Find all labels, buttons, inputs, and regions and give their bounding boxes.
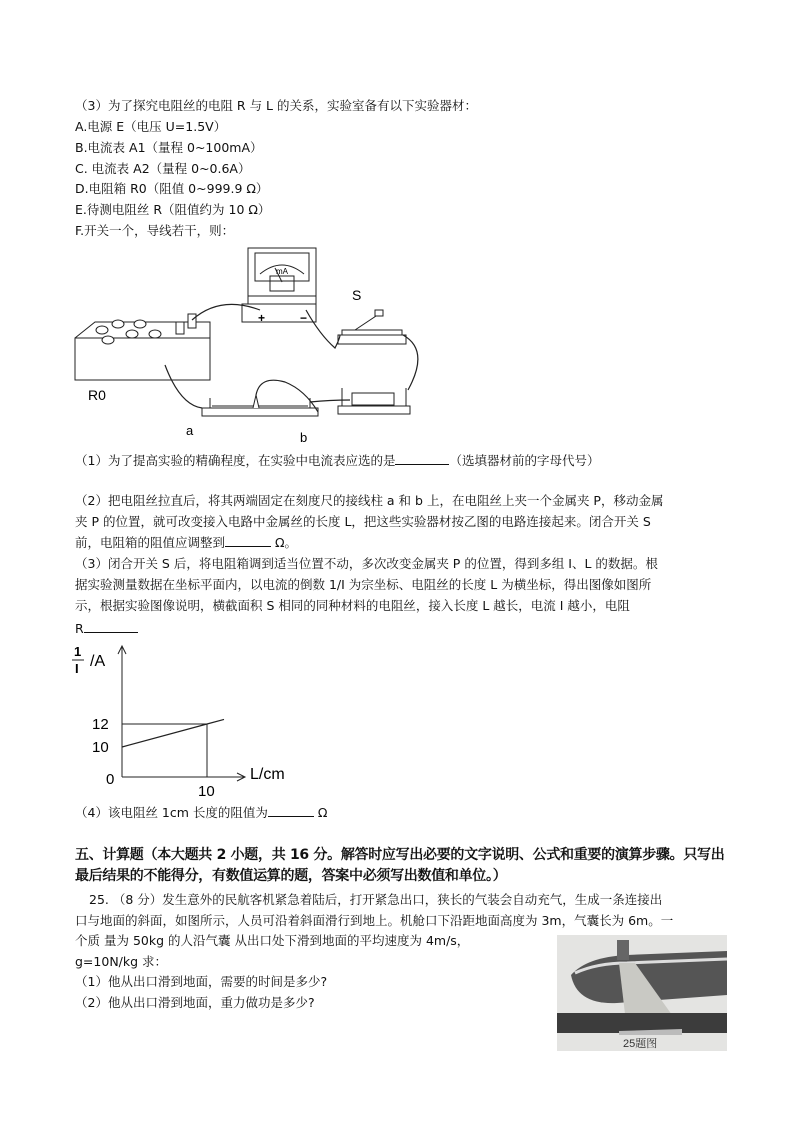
- minus-terminal-label: −: [300, 311, 308, 325]
- equipment-a: A.电源 E（电压 U=1.5V）: [75, 119, 227, 134]
- sub1-text: （1）为了提高实验的精确程度，在实验中电流表应选的是: [75, 453, 396, 468]
- equipment-c: C. 电流表 A2（量程 0~0.6A）: [75, 161, 251, 176]
- sub1-tail: （选填器材前的字母代号）: [449, 453, 600, 468]
- q25-sub1: （1）他从出口滑到地面，需要的时间是多少?: [75, 974, 328, 989]
- sub2-line2: 夹 P 的位置，就可改变接入电路中金属丝的长度 L，把这些实验器材按乙图的电路连接起来。闭合开关 S: [75, 514, 651, 529]
- equipment-b: B.电流表 A1（量程 0~100mA）: [75, 140, 263, 155]
- inverse-current-length-graph: [70, 642, 310, 802]
- a-label: a: [186, 423, 194, 438]
- answer-blank-1[interactable]: [395, 452, 449, 465]
- ruler-with-wire: [202, 395, 318, 416]
- photo-caption: 25题图: [623, 1038, 658, 1050]
- y-tick-label: 10: [92, 739, 109, 756]
- equipment-e: E.待测电阻丝 R（阻值约为 10 Ω）: [75, 202, 271, 217]
- x-axis-label: L/cm: [250, 766, 285, 783]
- meter-unit-label: mA: [276, 267, 288, 276]
- battery: [338, 388, 410, 414]
- q25-line1: 25. （8 分）发生意外的民航客机紧急着陆后，打开紧急出口，狭长的气装会自动充气，生成一条连接出: [89, 892, 663, 907]
- y-label-denominator: I: [75, 661, 79, 676]
- sub3-line2: 据实验测量数据在坐标平面内，以电流的倒数 1/I 为宗坐标、电阻丝的长度 L 为横坐标，得出图像如图所: [75, 577, 652, 592]
- circuit-diagram: [70, 240, 430, 445]
- y-label-unit: /A: [90, 653, 106, 670]
- section-heading-line1: 五、计算题（本大题共 2 小题，共 16 分。解答时应写出必要的文字说明、公式和重要的演算步骤。只写出: [75, 847, 725, 863]
- equipment-d: D.电阻箱 R0（阻值 0~999.9 Ω）: [75, 181, 269, 196]
- answer-blank-3[interactable]: [84, 620, 138, 633]
- x-tick-label: 10: [198, 783, 215, 800]
- equipment-f: F.开关一个，导线若干，则：: [75, 223, 235, 238]
- airplane-slide-photo: [557, 935, 727, 1051]
- r0-label: R0: [88, 387, 106, 403]
- sub2-tail: Ω。: [271, 535, 298, 550]
- b-label: b: [300, 430, 308, 445]
- q25-line2: 口与地面的斜面，如图所示，人员可沿着斜面滑行到地上。机舱口下沿距地面高度为 3m，气囊长为 6m。一: [75, 913, 674, 928]
- sub4-text: （4）该电阻丝 1cm 长度的阻值为: [75, 805, 268, 820]
- q25-line3: 个质 量为 50kg 的人沿气囊 从出口处下滑到地面的平均速度为 4m/s，: [75, 933, 470, 948]
- sub4-tail: Ω: [313, 805, 328, 820]
- sub3-line4: [75, 620, 138, 638]
- y-tick-label: 12: [92, 716, 109, 733]
- switch: [338, 310, 406, 344]
- q25-sub2: （2）他从出口滑到地面，重力做功是多少?: [75, 995, 315, 1010]
- origin-label: 0: [106, 771, 115, 788]
- sub3-r-label: R: [75, 621, 84, 636]
- q3-intro: （3）为了探究电阻丝的电阻 R 与 L 的关系，实验室备有以下实验器材：: [75, 98, 477, 113]
- resistance-box: [75, 314, 210, 380]
- answer-blank-2[interactable]: [225, 534, 271, 547]
- sub2-line3: [75, 534, 297, 552]
- sub3-line3: 示，根据实验图像说明，横截面积 S 相同的同种材料的电阻丝，接入长度 L 越长，电流 I 越小，电阻: [75, 598, 630, 613]
- airplane-image: [557, 935, 727, 1051]
- section-heading-line2: 最后结果的不能得分，有数值运算的题，答案中必须写出数值和单位。）: [75, 868, 507, 884]
- sub2-text: 前，电阻箱的阻值应调整到: [75, 535, 226, 550]
- sub2-line1: （2）把电阻丝拉直后，将其两端固定在刻度尺的接线柱 a 和 b 上，在电阻丝上夹一个金属夹 P，移动金属: [75, 493, 664, 508]
- q25-line4: g=10N/kg 求：: [75, 954, 168, 969]
- switch-label: S: [352, 287, 362, 303]
- answer-blank-4[interactable]: [268, 804, 314, 817]
- sub3-line1: （3）闭合开关 S 后，将电阻箱调到适当位置不动，多次改变金属夹 P 的位置，得到多组 I、L 的数据。根: [75, 556, 658, 571]
- sub-question-1: [75, 452, 599, 470]
- plus-terminal-label: +: [258, 311, 266, 325]
- y-label-numerator: 1: [74, 644, 82, 659]
- sub-question-4: [75, 804, 327, 822]
